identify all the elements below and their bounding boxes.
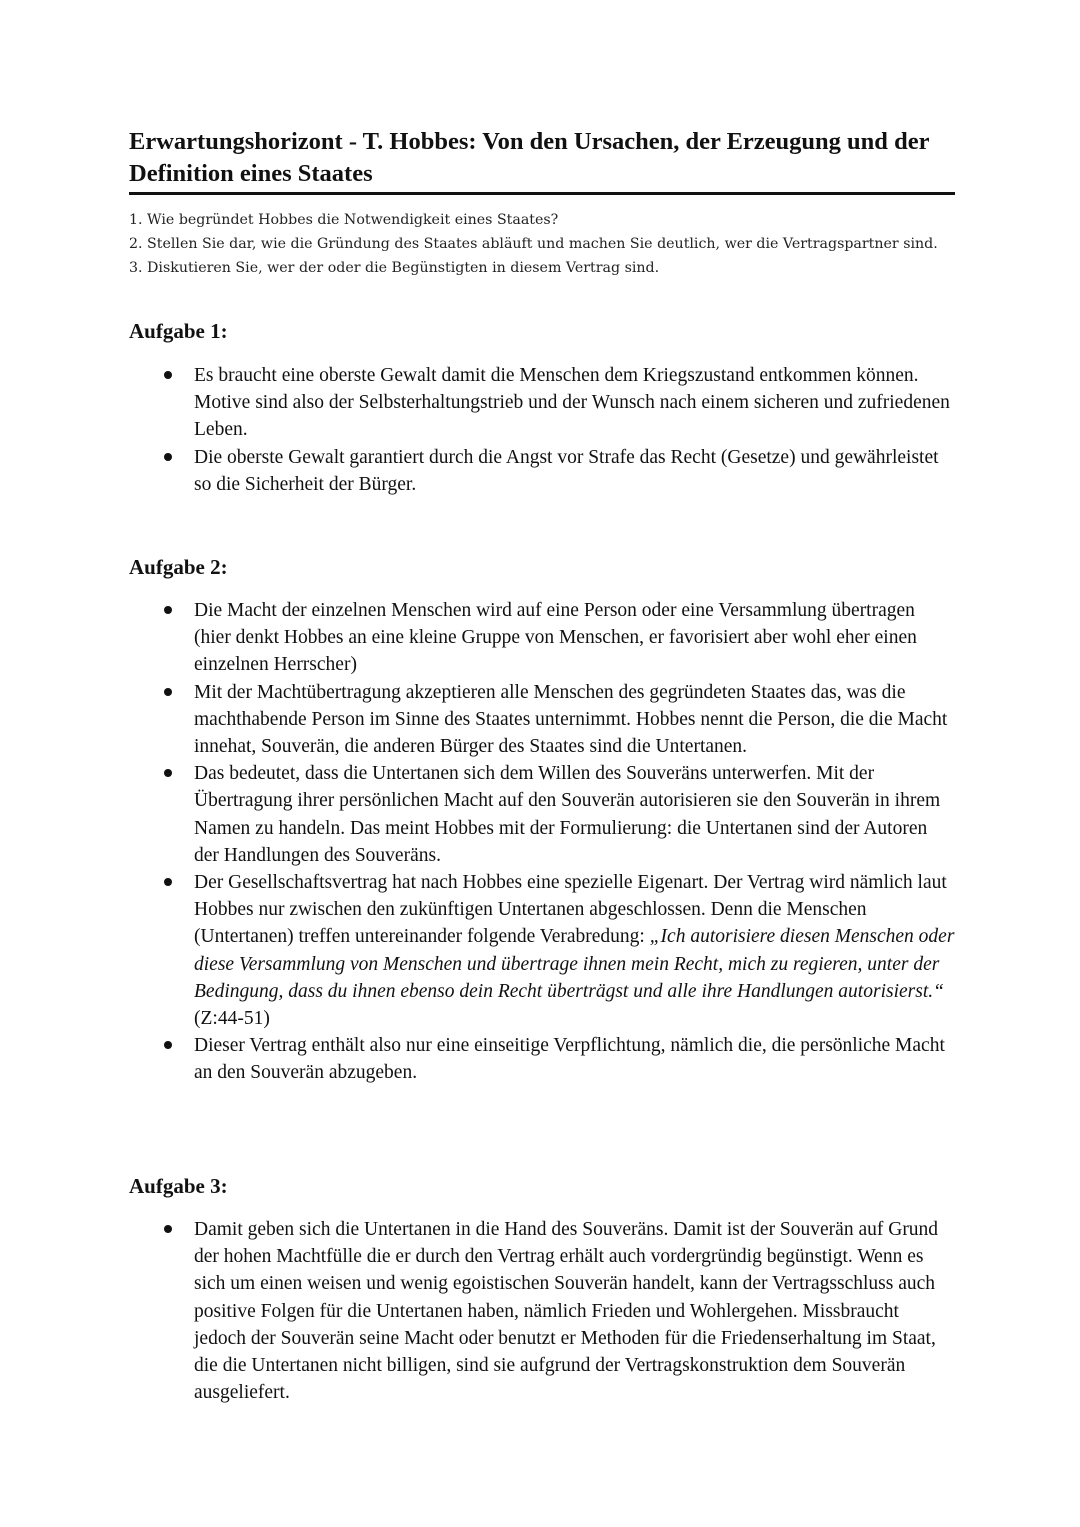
list-item xyxy=(129,679,955,761)
bullet-icon xyxy=(164,769,172,777)
question-item: 1. Wie begründet Hobbes die Notwendigkeit eines Staates? xyxy=(129,212,559,228)
list-item xyxy=(129,1216,955,1406)
quote-citation: (Z:44-51) xyxy=(194,1008,270,1030)
bullet-text: Mit der Machtübertragung akzeptieren alle Menschen des gegründeten Staates das, was die machthabende Person im Sinne des Staates unternimmt. Hobbes nennt die Person, die die Macht innehat, Souverän, die anderen Bürger des Staates sind die Untertanen. xyxy=(194,681,948,758)
bullet-icon xyxy=(164,371,172,379)
bullet-icon xyxy=(164,606,172,614)
title-underline xyxy=(129,192,955,195)
list-item xyxy=(129,869,955,1032)
bullet-list-aufgabe-3 xyxy=(129,1216,955,1406)
bullet-text: Der Gesellschaftsvertrag hat nach Hobbes eine spezielle Eigenart. Der Vertrag wird nämlich laut Hobbes nur zwischen den zukünftigen Untertanen abgeschlossen. Denn die Menschen (Untertanen) treffen untereinander folgende Verabredung: xyxy=(194,872,947,948)
bullet-icon xyxy=(164,1041,172,1049)
bullet-text: Es braucht eine oberste Gewalt damit die Menschen dem Kriegszustand entkommen können. Motive sind also der Selbsterhaltungstrieb und der Wunsch nach einem sicheren und zufriedenen Leben. xyxy=(194,365,950,441)
list-item xyxy=(129,597,955,679)
bullet-text: Das bedeutet, dass die Untertanen sich dem Willen des Souveräns unterwerfen. Mit der Übertragung ihrer persönlichen Macht auf den Souverän autorisieren sie den Souverän in ihrem Namen zu handeln. Das meint Hobbes mit der Formulierung: die Untertanen sind der Autoren der Handlungen des Souveräns. xyxy=(194,763,941,866)
list-item xyxy=(129,1032,955,1086)
list-item xyxy=(129,362,955,444)
bullet-list-aufgabe-2 xyxy=(129,597,955,1087)
hobbes-quote: „Ich autorisiere diesen Menschen oder diese Versammlung von Menschen und übertrage ihnen mein Recht, mich zu regieren, unter der Bedingung, dass du ihnen ebenso dein Recht überträgst und alle ihre Handlungen autorisierst.“ xyxy=(194,926,955,1002)
bullet-list-aufgabe-1 xyxy=(129,362,955,498)
section-heading-aufgabe-2: Aufgabe 2: xyxy=(129,555,228,579)
bullet-icon xyxy=(164,878,172,886)
bullet-icon xyxy=(164,453,172,461)
section-heading-aufgabe-3: Aufgabe 3: xyxy=(129,1174,228,1198)
question-item: 3. Diskutieren Sie, wer der oder die Begünstigten in diesem Vertrag sind. xyxy=(129,260,660,276)
bullet-text: Die Macht der einzelnen Menschen wird auf eine Person oder eine Versammlung übertragen (hier denkt Hobbes an eine kleine Gruppe von Menschen, er favorisiert aber wohl eher einen einzelnen Herrscher) xyxy=(194,600,917,676)
bullet-text: Damit geben sich die Untertanen in die Hand des Souveräns. Damit ist der Souverän auf Grund der hohen Machtfülle die er durch den Vertrag erhält auch vordergründig begünstigt. Wenn es sich um einen weisen und wenig egoistischen Souverän handelt, kann der Vertragsschluss auch positive Folgen für die Untertanen haben, nämlich Frieden und Wohlergehen. Missbraucht jedoch der Souverän seine Macht oder benutzt er Methoden für die Friedenserhaltung im Staat, die die Untertanen nicht billigen, sind sie aufgrund der Vertragskonstruktion dem Souverän ausgeliefert. xyxy=(194,1219,939,1404)
bullet-text: Dieser Vertrag enthält also nur eine einseitige Verpflichtung, nämlich die, die persönliche Macht an den Souverän abzugeben. xyxy=(194,1035,945,1084)
section-heading-aufgabe-1: Aufgabe 1: xyxy=(129,319,228,343)
question-list xyxy=(129,208,955,280)
bullet-icon xyxy=(164,688,172,696)
list-item xyxy=(129,444,955,498)
question-item: 2. Stellen Sie dar, wie die Gründung des Staates abläuft und machen Sie deutlich, wer die Vertragspartner sind. xyxy=(129,236,938,252)
document-title: Erwartungshorizont - T. Hobbes: Von den Ursachen, der Erzeugung und der Definition eines Staates xyxy=(129,128,929,187)
bullet-text: Die oberste Gewalt garantiert durch die Angst vor Strafe das Recht (Gesetze) und gewährleistet so die Sicherheit der Bürger. xyxy=(194,446,939,495)
bullet-icon xyxy=(164,1225,172,1233)
list-item xyxy=(129,760,955,869)
